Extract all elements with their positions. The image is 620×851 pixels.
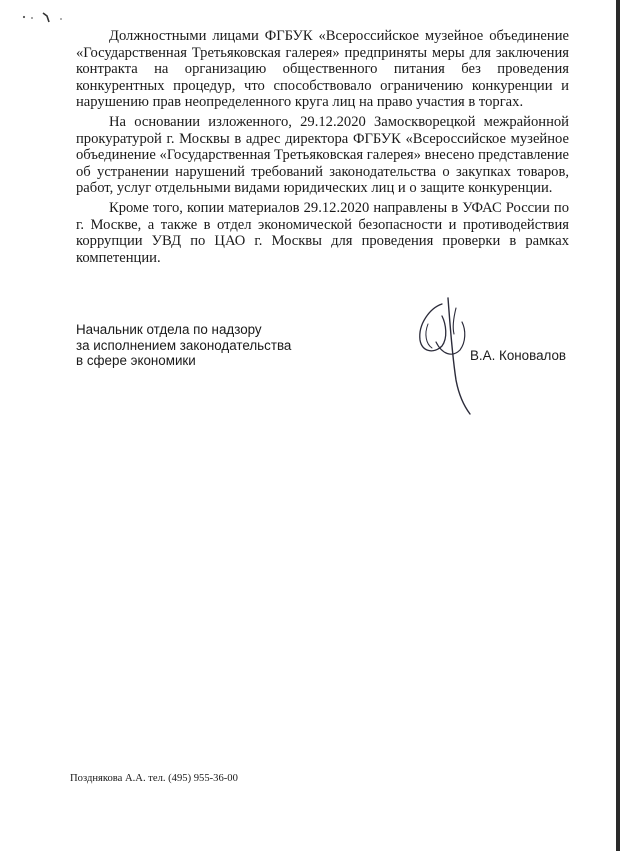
paragraph-violation-measures: Должностными лицами ФГБУК «Всероссийское музейное объединение «Государственная Третьяковская галерея» предприняты меры для заключения контракта на организацию общественного питания без проведения конкурентных процедур, что способствовало ограничению конкуренции и нарушению прав неопределенного круга лиц на право участия в торгах. bbox=[76, 28, 569, 111]
scan-page-edge bbox=[616, 0, 620, 851]
position-line-3: в сфере экономики bbox=[76, 353, 196, 369]
letter-body bbox=[76, 28, 569, 269]
paragraph-prosecutor-submission: На основании изложенного, 29.12.2020 Замоскворецкой межрайонной прокуратурой г. Москвы в адрес директора ФГБУК «Всероссийское музейное объединение «Государственная Третьяковская галерея» внесено представление об устранении нарушений требований законодательства о закупках товаров, работ, услуг отдельными видами юридических лиц и о защите конкуренции. bbox=[76, 113, 569, 197]
scan-artifact-marks bbox=[14, 10, 74, 24]
position-line-1: Начальник отдела по надзору bbox=[76, 322, 262, 337]
signatory-position bbox=[76, 322, 291, 369]
signatory-name: В.А. Коновалов bbox=[470, 348, 567, 363]
position-line-2: за исполнением законодательства bbox=[76, 337, 292, 353]
footer-contact-info: Позднякова А.А. тел. (495) 955-36-00 bbox=[70, 773, 238, 784]
paragraph-materials-forwarded: Кроме того, копии материалов 29.12.2020 направлены в УФАС России по г. Москве, а также в отдел экономической безопасности и противодействия коррупции УВД по ЦАО г. Москвы для проведения проверки в рамках компетенции. bbox=[76, 199, 569, 266]
